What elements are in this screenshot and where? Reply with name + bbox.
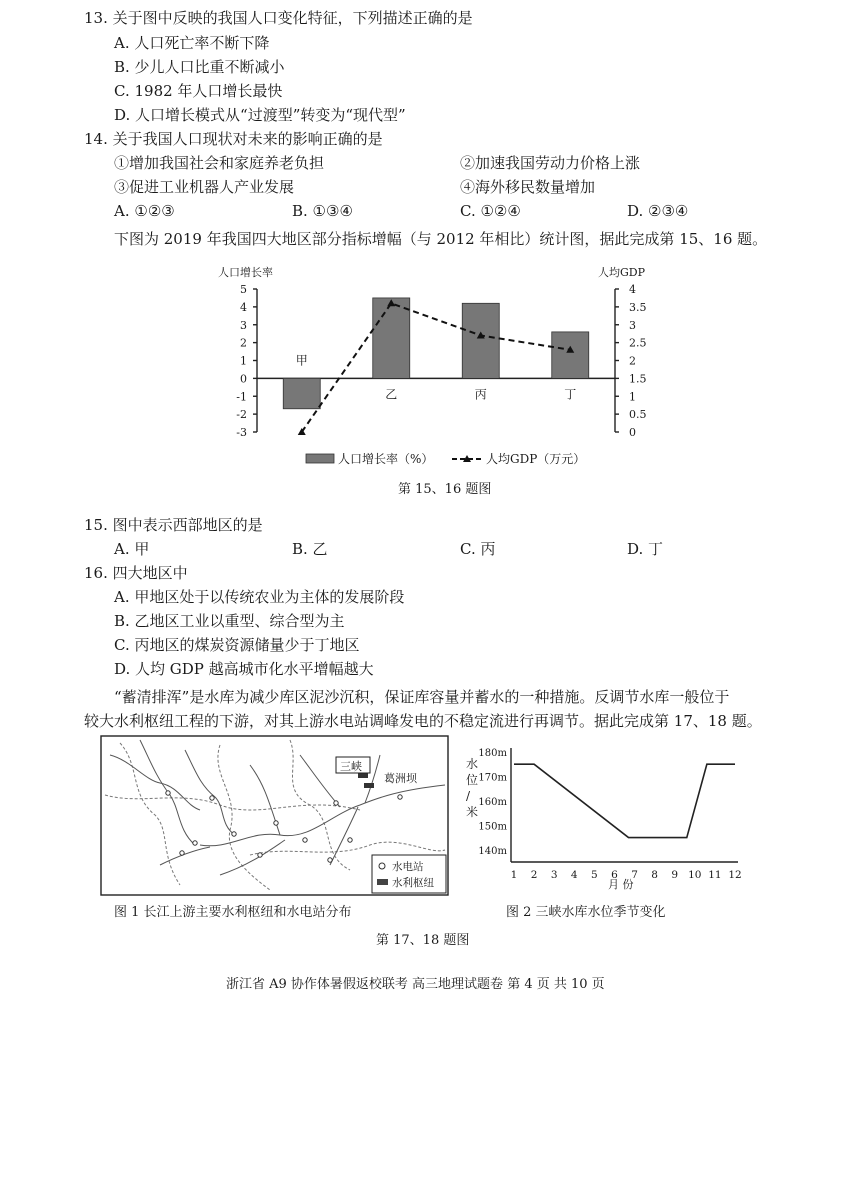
q16-option-a: A. 甲地区处于以传统农业为主体的发展阶段 [114, 588, 405, 606]
chart-bar [373, 298, 410, 378]
level-x-tick-label: 6 [611, 869, 618, 881]
q15-option-a: A. 甲 [114, 540, 150, 558]
chart-category-label: 甲 [295, 353, 308, 368]
chart-left-tick-label: -3 [236, 426, 247, 439]
water-level-chart [460, 740, 760, 890]
chart-left-tick-label: -2 [236, 408, 247, 422]
level-y-tick-label: 170m [478, 772, 507, 784]
chart-caption: 第 15、16 题图 [398, 482, 492, 497]
q14-option-c: C. ①②④ [460, 202, 521, 220]
chart-right-tick-label: 4 [629, 283, 636, 296]
yangtze-map [100, 735, 450, 897]
chart-left-tick-label: -1 [236, 390, 247, 404]
q13-option-d: D. 人口增长模式从“过渡型”转变为“现代型” [114, 106, 406, 124]
level-x-tick-label: 3 [550, 869, 558, 881]
chart-left-tick-label: 1 [240, 354, 247, 368]
level-y-tick-label: 180m [478, 748, 507, 759]
level-y-tick-label: 150m [478, 821, 507, 833]
level-x-tick-label: 4 [570, 869, 578, 881]
chart-category-label: 乙 [385, 387, 398, 402]
level-xlabel: 月 份 [608, 878, 634, 890]
q13-option-b: B. 少儿人口比重不断减小 [114, 58, 285, 76]
map-legend-hub: 水利枢纽 [392, 877, 434, 889]
intro-17-18-line-2: 较大水利枢纽工程的下游，对其上游水电站调峰发电的不稳定流进行再调节。据此完成第 17、18 题。 [84, 712, 762, 730]
chart-right-tick-label: 3 [629, 318, 636, 332]
chart-category-label: 丙 [474, 387, 487, 402]
map-label-sanxia: 三峡 [340, 760, 362, 773]
q16-option-d: D. 人均 GDP 越高城市化水平增幅越大 [114, 660, 374, 678]
chart-gdp-line [302, 303, 571, 432]
q15-option-c: C. 丙 [460, 540, 496, 558]
map-legend-station: 水电站 [392, 861, 424, 873]
legend-bar-label: 人口增长率（%） [338, 452, 434, 466]
level-x-tick-label: 10 [688, 869, 702, 881]
level-x-tick-label: 5 [591, 869, 598, 881]
chart-right-tick-label: 0 [629, 426, 636, 439]
q16-option-b: B. 乙地区工业以重型、综合型为主 [114, 612, 345, 630]
chart-left-tick-label: 3 [240, 318, 247, 332]
level-y-tick-label: 160m [478, 796, 507, 808]
q13-option-a: A. 人口死亡率不断下降 [114, 34, 270, 52]
level-x-tick-label: 2 [530, 869, 538, 881]
level-x-tick-label: 7 [631, 869, 638, 881]
q13-option-c: C. 1982 年人口增长最快 [114, 82, 283, 100]
q16-option-c: C. 丙地区的煤炭资源储量少于丁地区 [114, 636, 360, 654]
chart-left-tick-label: 0 [240, 372, 247, 386]
level-x-tick-label: 9 [671, 869, 679, 881]
map-caption: 图 1 长江上游主要水利枢纽和水电站分布 [114, 905, 352, 920]
q14-option-a: A. ①②③ [114, 202, 175, 220]
q14-option-b: B. ①③④ [292, 202, 353, 220]
chart-right-tick-label: 0.5 [629, 408, 647, 422]
chart-left-tick-label: 4 [240, 300, 247, 314]
q13-stem: 13. 关于图中反映的我国人口变化特征，下列描述正确的是 [84, 9, 473, 27]
chart-right-tick-label: 2.5 [629, 336, 647, 350]
chart-right-tick-label: 3.5 [629, 300, 647, 314]
q14-item-2: ②加速我国劳动力价格上涨 [460, 154, 641, 172]
chart-right-tick-label: 1.5 [629, 372, 647, 386]
q14-stem: 14. 关于我国人口现状对未来的影响正确的是 [84, 130, 383, 148]
q14-item-4: ④海外移民数量增加 [460, 178, 596, 196]
chart-bar [552, 332, 589, 378]
legend-bar-swatch [306, 454, 334, 463]
chart-bar [283, 378, 320, 408]
q14-item-3: ③促进工业机器人产业发展 [114, 178, 295, 196]
level-x-tick-label: 11 [708, 869, 722, 881]
growth-chart [200, 262, 660, 472]
level-y-tick-label: 140m [478, 845, 507, 857]
q15-option-b: B. 乙 [292, 540, 328, 558]
map-label-gezhouba: 葛洲坝 [384, 772, 417, 785]
level-caption: 图 2 三峡水库水位季节变化 [506, 905, 666, 920]
level-ylabel: 水位/米 [466, 757, 479, 819]
level-x-tick-label: 1 [510, 869, 518, 881]
level-x-tick-label: 12 [728, 869, 742, 881]
chart-right-tick-label: 2 [629, 354, 636, 368]
chart-category-label: 丁 [564, 387, 577, 402]
q14-item-1: ①增加我国社会和家庭养老负担 [114, 154, 325, 172]
chart-ylabel: 人口增长率 [218, 266, 273, 279]
q15-stem: 15. 图中表示西部地区的是 [84, 516, 263, 534]
level-x-tick-label: 8 [651, 869, 658, 881]
level-line [514, 764, 735, 837]
q15-option-d: D. 丁 [627, 540, 664, 558]
chart-left-tick-label: 2 [240, 336, 247, 350]
page-footer: 浙江省 A9 协作体暑假返校联考 高三地理试题卷 第 4 页 共 10 页 [226, 977, 605, 992]
q14-option-d: D. ②③④ [627, 202, 689, 220]
chart-left-tick-label: 5 [240, 283, 247, 296]
chart-right-tick-label: 1 [629, 390, 636, 404]
chart-y2label: 人均GDP [598, 266, 646, 279]
chart-bar [462, 303, 499, 378]
q16-stem: 16. 四大地区中 [84, 564, 188, 582]
legend-line-label: 人均GDP（万元） [486, 452, 586, 466]
intro-15-16: 下图为 2019 年我国四大地区部分指标增幅（与 2012 年相比）统计图，据此完成第 15、16 题。 [114, 230, 768, 248]
intro-17-18-line-1: “蓄清排浑”是水库为减少库区泥沙沉积，保证库容量并蓄水的一种措施。反调节水库一般位于 [114, 688, 730, 706]
fig-caption-17-18: 第 17、18 题图 [376, 933, 470, 948]
